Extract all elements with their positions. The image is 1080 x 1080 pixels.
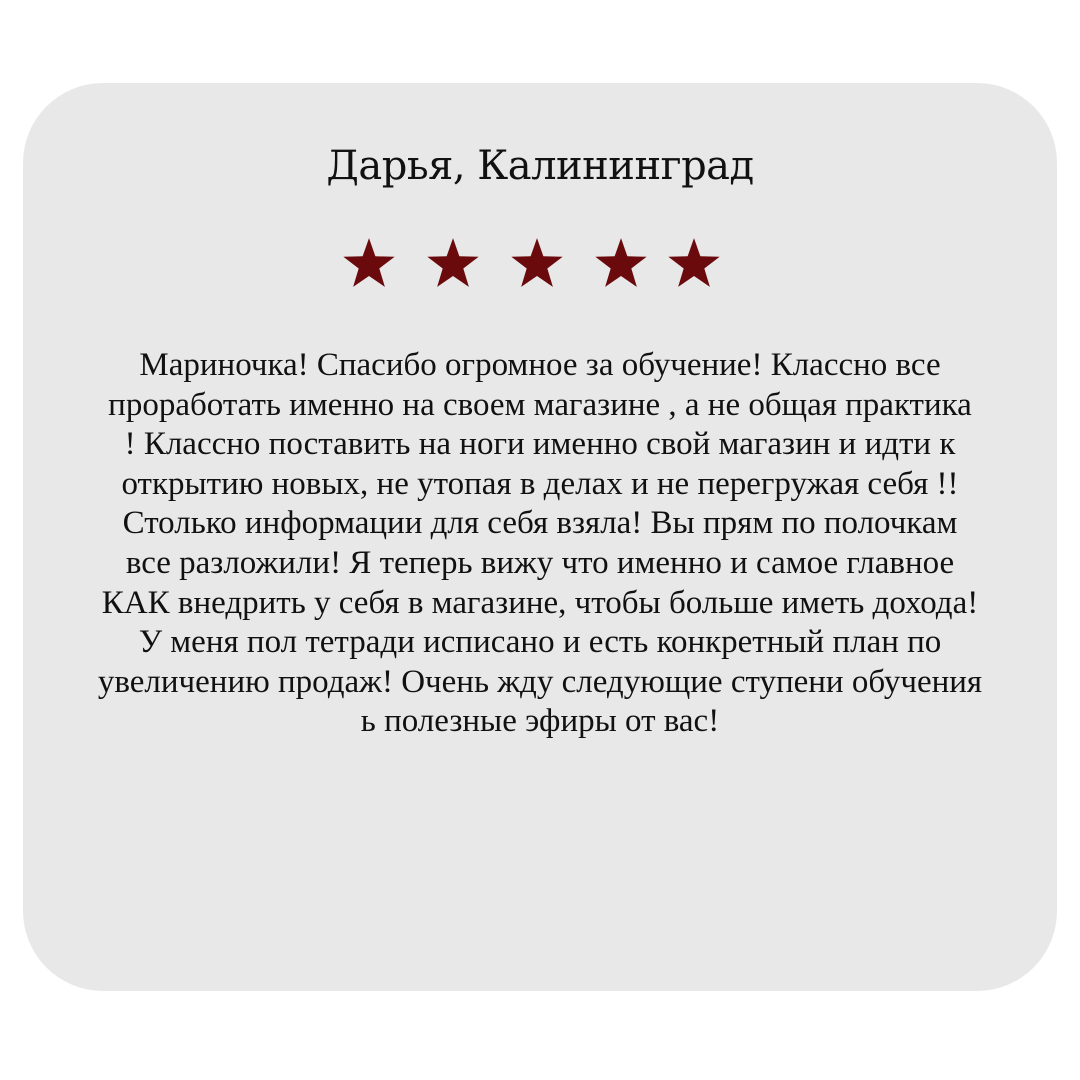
review-text-line: У меня пол тетради исписано и есть конкретный план по [138, 624, 942, 661]
review-text-line: проработать именно на своем магазине , а не общая практика [108, 386, 972, 423]
review-text-line: Столько информации для себя взяла! Вы прям по полочкам [122, 505, 958, 542]
star-icon [594, 236, 648, 290]
review-text-line: КАК внедрить у себя в магазине, чтобы больше иметь дохода! [101, 584, 979, 621]
review-text-line: все разложили! Я теперь вижу что именно и самое главное [125, 544, 955, 581]
review-text-line: ! Классно поставить на ноги именно свой магазин и идти к [124, 426, 956, 463]
rating-stars [0, 236, 1080, 292]
review-text-line: Мариночка! Спасибо огромное за обучение! Классно все [139, 347, 941, 383]
star-icon [510, 236, 564, 290]
reviewer-name: Дарья, Калининград [326, 143, 754, 189]
star-icon [667, 236, 721, 290]
review-text [40, 346, 1040, 742]
star-icon [426, 236, 480, 290]
review-text-line: ь полезные эфиры от вас! [360, 703, 720, 740]
star-icon [342, 236, 396, 290]
review-text-line: открытию новых, не утопая в делах и не перегружая себя !! [121, 465, 959, 502]
review-text-line: увеличению продаж! Очень жду следующие ступени обучения [97, 663, 983, 700]
